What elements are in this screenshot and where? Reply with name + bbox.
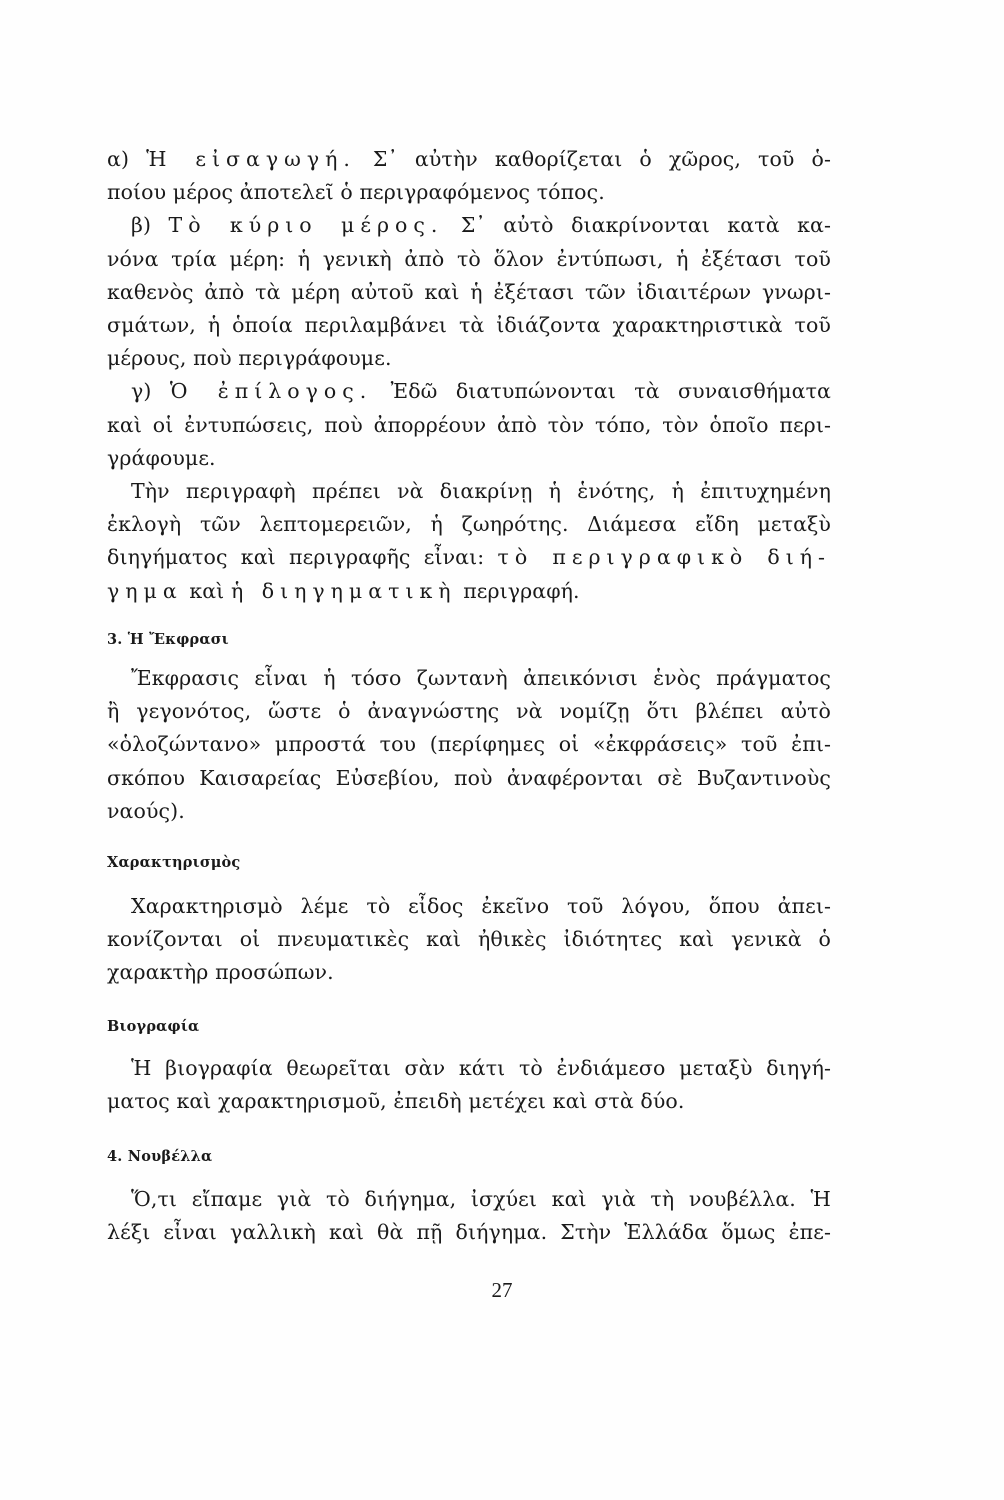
text-fragment: Ἐδῶ διατυπώνονται τὰ συναισθήματα	[372, 379, 832, 404]
text-line: λέξι εἶναι γαλλικὴ καὶ θὰ πῇ διήγημα. Στὴν Ἑλλάδα ὅμως ἐπε-	[107, 1220, 831, 1245]
text-line: Χαρακτηρισμὸ λέμε τὸ εἶδος ἐκεῖνο τοῦ λόγου, ὅπου ἀπει-	[131, 894, 831, 918]
text-line: Ἡ βιογραφία θεωρεῖται σὰν κάτι τὸ ἐνδιάμεσο μεταξὺ διηγή-	[131, 1056, 831, 1080]
page-number: 27	[491, 1278, 513, 1302]
ekfrasi-block	[107, 662, 831, 828]
spaced-term: Ἡ εἰσαγωγή.	[146, 147, 356, 171]
text-line: ἐκλογὴ τῶν λεπτομερειῶν, ἡ ζωηρότης. Διάμεσα εἴδη μεταξὺ	[107, 512, 831, 537]
text-line: σμάτων, ἡ ὁποία περιλαμβάνει τὰ ἰδιάζοντα χαρακτηριστικὰ τοῦ	[107, 313, 831, 338]
text-line: χαρακτὴρ προσώπων.	[107, 960, 334, 985]
text-line: Ἔκφρασις εἶναι ἡ τόσο ζωντανὴ ἀπεικόνισι ἑνὸς πράγματος	[131, 666, 831, 690]
text-line: ματος καὶ χαρακτηρισμοῦ, ἐπειδὴ μετέχει καὶ στὰ δύο.	[107, 1089, 685, 1114]
text-line: Ὅ,τι εἴπαμε γιὰ τὸ διήγημα, ἰσχύει καὶ γιὰ τὴ νουβέλλα. Ἡ	[131, 1187, 831, 1211]
text-line: καὶ οἱ ἐντυπώσεις, ποὺ ἀπορρέουν ἀπὸ τὸν τόπο, τὸν ὁποῖο περι-	[107, 412, 831, 437]
section-heading-ekfrasi: 3. Ἡ Ἔκφρασι	[107, 631, 229, 648]
text-line: ποίου μέρος ἀποτελεῖ ὁ περιγραφόμενος τόπος.	[107, 180, 605, 205]
item-label: γ)	[131, 379, 170, 404]
text-line: κονίζονται οἱ πνευματικὲς καὶ ἠθικὲς ἰδιότητες καὶ γενικὰ ὁ	[107, 927, 831, 952]
spaced-term: γημα	[107, 578, 183, 603]
text-line: καθενὸς ἀπὸ τὰ μέρη αὐτοῦ καὶ ἡ ἐξέτασι τῶν ἰδιαιτέρων γνωρι-	[107, 279, 831, 304]
text-line: μέρους, ποὺ περιγράφουμε.	[107, 346, 392, 371]
section-heading-viografia: Βιογραφία	[107, 1018, 200, 1035]
text-fragment: διηγήματος καὶ περιγραφῆς εἶναι:	[107, 545, 498, 570]
text-line: Τὴν περιγραφὴ πρέπει νὰ διακρίνῃ ἡ ἑνότης, ἡ ἐπιτυχημένη	[131, 479, 831, 504]
text-line	[107, 541, 831, 574]
text-fragment: περιγραφή.	[456, 578, 580, 603]
text-line: σκόπου Καισαρείας Εὐσεβίου, ποὺ ἀναφέρονται σὲ Βυζαντινοὺς	[107, 765, 831, 790]
viografia-block	[107, 1052, 831, 1118]
text-line: ἢ γεγονότος, ὥστε ὁ ἀναγνώστης νὰ νομίζῃ ὅτι βλέπει αὐτὸ	[107, 699, 831, 724]
section-heading-nouvella: 4. Νουβέλλα	[107, 1148, 213, 1165]
item-label: α)	[107, 147, 147, 171]
spaced-term: τὸ περιγραφικὸ διή-	[497, 545, 831, 570]
text-line	[107, 575, 831, 608]
text-line	[107, 375, 831, 408]
spaced-term: Τὸ κύριο μέρος.	[168, 213, 444, 238]
text-line: «ὁλοζώντανο» μπροστά του (περίφημες οἱ «ἐκφράσεις» τοῦ ἐπι-	[107, 732, 831, 757]
section-heading-charaktirismos: Χαρακτηρισμὸς	[107, 854, 241, 871]
text-fragment: καὶ	[182, 578, 231, 603]
text-line: νόνα τρία μέρη: ἡ γενικὴ ἀπὸ τὸ ὅλον ἐντύπωσι, ἡ ἐξέτασι τοῦ	[107, 246, 831, 271]
spaced-term: Ὁ ἐπίλογος.	[169, 379, 373, 404]
text-line: γράφουμε.	[107, 445, 216, 470]
description-parts-block	[107, 143, 831, 608]
text-line: ναούς).	[107, 798, 185, 823]
text-line	[107, 209, 831, 242]
text-fragment: Σ᾽ αὐτὸ διακρίνονται κατὰ κα-	[443, 213, 831, 238]
spaced-term: ἡ διηγηματικὴ	[230, 578, 457, 603]
item-label: β)	[131, 213, 169, 238]
text-line	[107, 143, 831, 176]
text-fragment: Σ᾽ αὐτὴν καθορίζεται ὁ χῶρος, τοῦ ὁ-	[355, 147, 831, 171]
nouvella-block	[107, 1183, 831, 1249]
charaktirismos-block	[107, 890, 831, 990]
